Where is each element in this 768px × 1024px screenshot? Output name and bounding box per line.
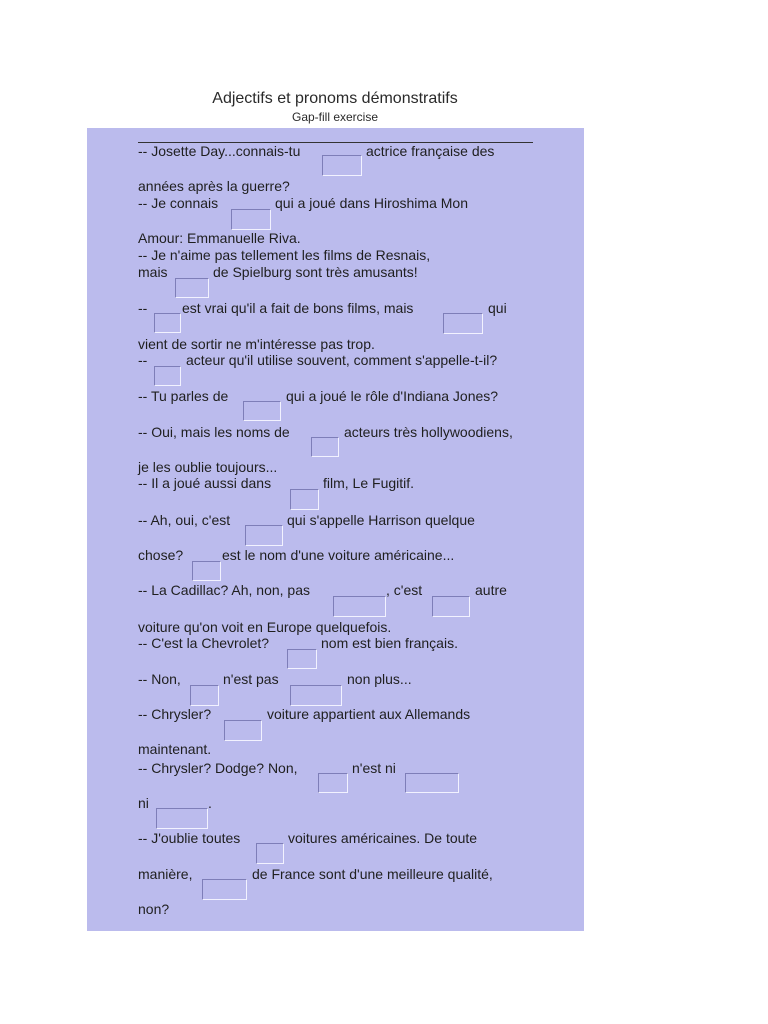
exercise-text: maintenant. — [138, 741, 212, 757]
exercise-text: -- Non, — [138, 671, 181, 687]
exercise-text: est vrai qu'il a fait de bons films, mais — [182, 300, 414, 316]
exercise-text: film, Le Fugitif. — [323, 475, 415, 491]
exercise-text: -- — [138, 300, 148, 316]
exercise-title: Adjectifs et pronoms démonstratifs — [212, 90, 458, 107]
answer-input-19[interactable] — [405, 773, 459, 793]
exercise-text: est le nom d'une voiture américaine... — [222, 547, 455, 563]
exercise-text: -- Oui, mais les noms de — [138, 424, 290, 440]
answer-input-9[interactable] — [290, 489, 319, 510]
exercise-text: de France sont d'une meilleure qualité, — [252, 866, 493, 882]
exercise-text: -- Tu parles de — [138, 388, 229, 404]
answer-input-11[interactable] — [192, 561, 221, 581]
answer-input-21[interactable] — [256, 843, 284, 864]
exercise-text: voitures américaines. De toute — [288, 830, 478, 846]
answer-input-10[interactable] — [245, 525, 283, 546]
exercise-text: acteurs très hollywoodiens, — [344, 424, 513, 440]
exercise-text: actrice française des — [366, 143, 495, 159]
answer-input-18[interactable] — [318, 773, 348, 793]
exercise-text: chose? — [138, 547, 184, 563]
answer-input-16[interactable] — [290, 685, 342, 706]
exercise-text: non plus... — [347, 671, 412, 687]
answer-input-14[interactable] — [287, 649, 317, 669]
exercise-text: . — [208, 795, 212, 811]
exercise-text: non? — [138, 901, 170, 917]
exercise-text: -- Je n'aime pas tellement les films de Resnais, — [138, 247, 431, 263]
answer-input-17[interactable] — [224, 720, 262, 741]
exercise-text: -- J'oublie toutes — [138, 830, 241, 846]
exercise-text: vient de sortir ne m'intéresse pas trop. — [138, 336, 375, 352]
exercise-text: n'est pas — [223, 671, 279, 687]
answer-input-15[interactable] — [190, 685, 219, 706]
exercise-text: autre — [475, 582, 507, 598]
exercise-text: années après la guerre? — [138, 178, 290, 194]
answer-input-1[interactable] — [322, 155, 362, 176]
exercise-text: nom est bien français. — [321, 635, 458, 651]
exercise-subtitle: Gap-fill exercise — [291, 110, 379, 124]
exercise-text: -- Il a joué aussi dans — [138, 475, 272, 491]
exercise-text: , c'est — [386, 582, 423, 598]
exercise-text: qui a joué dans Hiroshima Mon — [275, 195, 468, 211]
exercise-text: -- Je connais — [138, 195, 219, 211]
answer-input-5[interactable] — [443, 313, 483, 334]
exercise-text: qui — [488, 300, 507, 316]
answer-input-7[interactable] — [243, 401, 281, 421]
exercise-text: -- Chrysler? — [138, 706, 212, 722]
answer-input-3[interactable] — [175, 278, 209, 298]
answer-input-12[interactable] — [333, 596, 386, 617]
exercise-text: -- — [138, 352, 148, 368]
answer-input-8[interactable] — [311, 437, 339, 457]
exercise-text: -- La Cadillac? Ah, non, pas — [138, 582, 310, 598]
exercise-text: qui a joué le rôle d'Indiana Jones? — [286, 388, 499, 404]
exercise-text: -- Josette Day...connais-tu — [138, 143, 301, 159]
exercise-text: manière, — [138, 866, 193, 882]
exercise-text: n'est ni — [352, 760, 396, 776]
exercise-text: -- Ah, oui, c'est — [138, 512, 231, 528]
exercise-text: de Spielburg sont très amusants! — [213, 264, 418, 280]
answer-input-6[interactable] — [154, 366, 181, 386]
answer-input-4[interactable] — [154, 313, 181, 333]
exercise-text: Amour: Emmanuelle Riva. — [138, 230, 301, 246]
exercise-text: mais — [138, 264, 168, 280]
exercise-text: -- C'est la Chevrolet? — [138, 635, 270, 651]
exercise-text: -- Chrysler? Dodge? Non, — [138, 760, 298, 776]
answer-input-20[interactable] — [156, 808, 208, 829]
answer-input-22[interactable] — [202, 879, 247, 900]
exercise-text: qui s'appelle Harrison quelque — [287, 512, 475, 528]
answer-input-2[interactable] — [231, 209, 271, 230]
exercise-text: je les oublie toujours... — [138, 459, 278, 475]
answer-input-13[interactable] — [432, 596, 470, 617]
exercise-text: acteur qu'il utilise souvent, comment s'appelle-t-il? — [186, 352, 498, 368]
exercise-text: voiture appartient aux Allemands — [267, 706, 471, 722]
exercise-text: ni — [138, 795, 149, 811]
exercise-text: voiture qu'on voit en Europe quelquefois. — [138, 619, 392, 635]
